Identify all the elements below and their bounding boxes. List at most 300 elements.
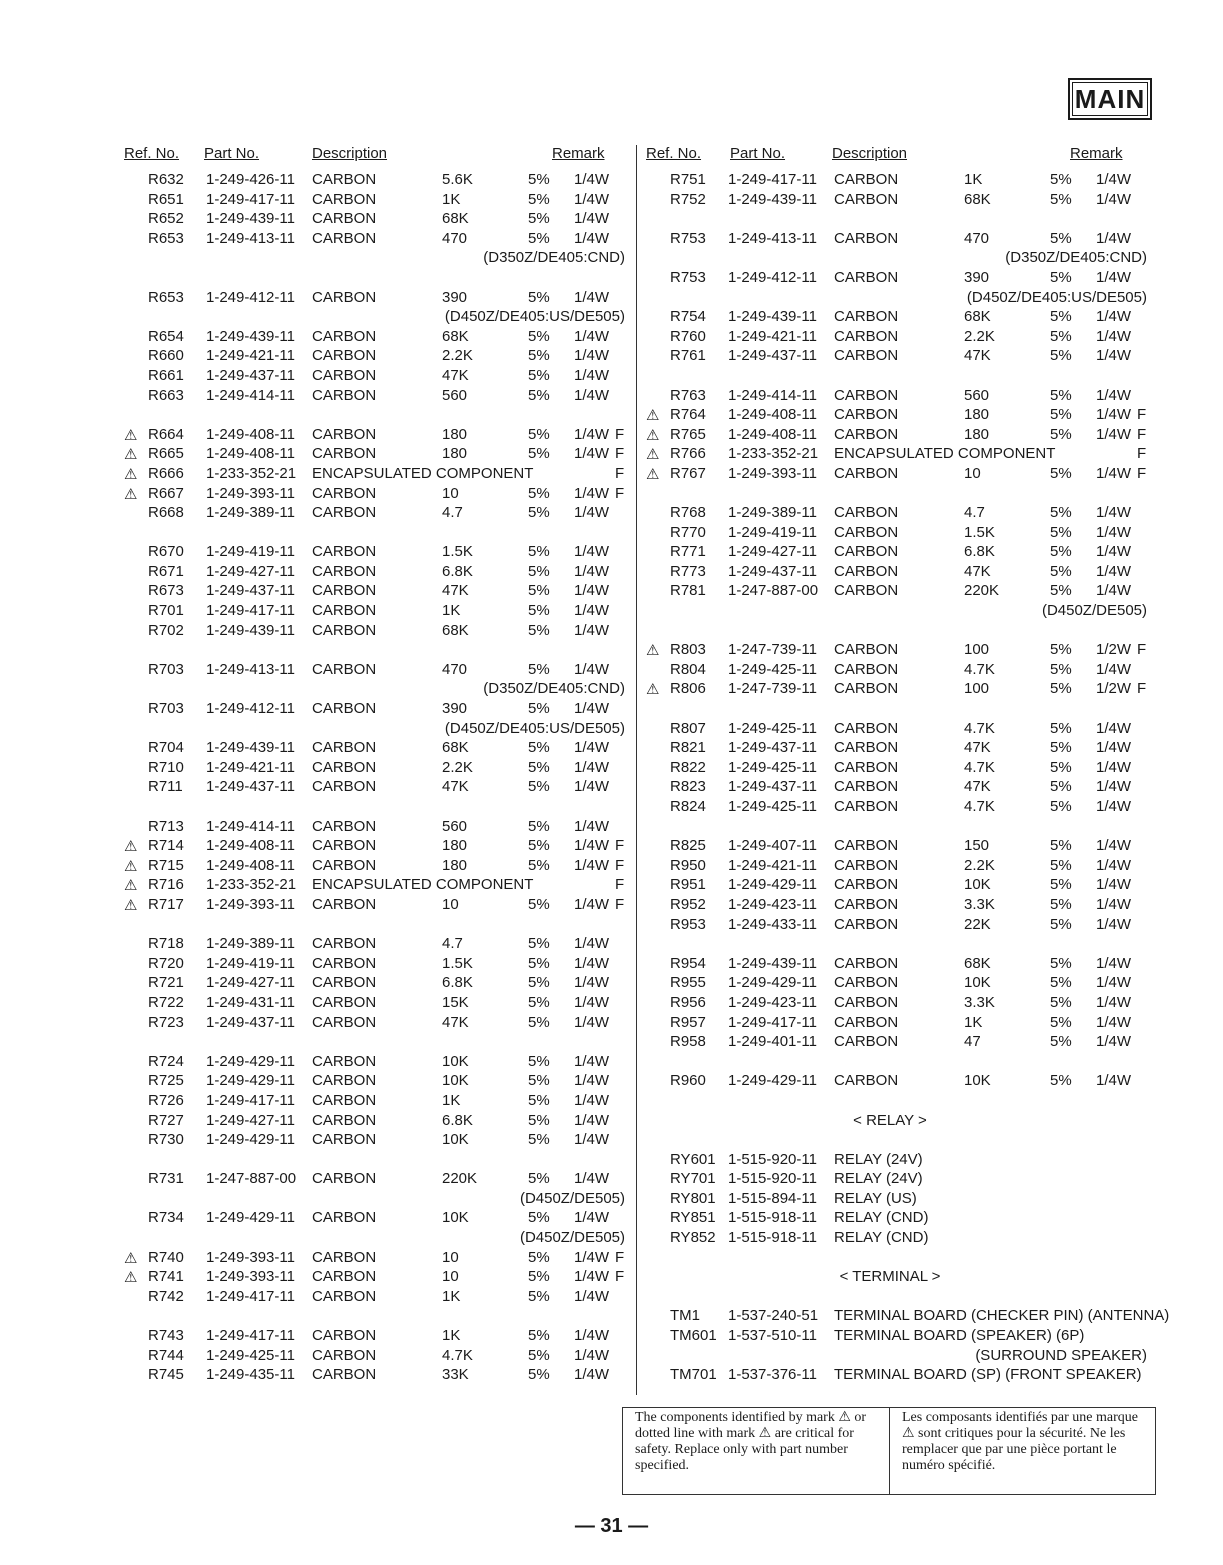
part-no: 1-249-427-11 xyxy=(728,543,817,561)
tolerance: 5% xyxy=(528,1248,550,1266)
tolerance: 5% xyxy=(528,171,550,188)
wattage: 1/4W xyxy=(574,621,610,639)
part-no: 1-233-352-21 xyxy=(206,876,297,894)
ref-no: R654 xyxy=(148,327,184,345)
ref-no: TM601 xyxy=(670,1327,717,1345)
remark-note-row xyxy=(640,249,1155,269)
ref-no: R734 xyxy=(148,1209,184,1227)
ref-no: R727 xyxy=(148,1111,184,1129)
wattage: 1/4W xyxy=(574,1287,610,1305)
wattage: 1/4W xyxy=(574,504,610,522)
part-no: 1-249-414-11 xyxy=(206,386,295,404)
ref-no: R823 xyxy=(670,778,706,796)
value: 2.2K xyxy=(964,856,995,874)
tolerance: 5% xyxy=(528,327,550,345)
part-no: 1-249-419-11 xyxy=(206,954,295,972)
ref-no: R714 xyxy=(148,837,184,855)
value: 47K xyxy=(964,778,991,796)
wattage: 1/4W xyxy=(574,1072,610,1090)
remark-note: (D450Z/DE405:US/DE505) xyxy=(444,719,625,737)
part-no: 1-249-413-11 xyxy=(206,229,295,247)
wattage: 1/4W xyxy=(574,543,610,561)
part-no: 1-249-439-11 xyxy=(206,739,295,757)
wattage: 1/4W xyxy=(574,954,610,972)
tolerance: 5% xyxy=(1050,1013,1072,1031)
table-row xyxy=(640,465,1155,485)
description: CARBON xyxy=(312,1209,377,1227)
wattage: 1/4W xyxy=(1096,895,1132,913)
description: CARBON xyxy=(312,895,377,913)
wattage: 1/4W xyxy=(574,327,610,345)
tolerance: 5% xyxy=(1050,425,1072,443)
tolerance: 5% xyxy=(1050,386,1072,404)
ref-no: R960 xyxy=(670,1072,706,1090)
part-no: 1-247-739-11 xyxy=(728,680,817,698)
tolerance: 5% xyxy=(528,1346,550,1364)
description: CARBON xyxy=(834,798,899,815)
table-row xyxy=(118,210,633,230)
tolerance: 5% xyxy=(528,1111,550,1129)
description: CARBON xyxy=(312,1366,377,1384)
description: CARBON xyxy=(834,915,899,933)
spacer-row xyxy=(640,700,1155,720)
part-no: 1-249-421-11 xyxy=(728,856,817,874)
part-no: 1-249-439-11 xyxy=(728,308,817,326)
table-row xyxy=(640,759,1155,779)
description: CARBON xyxy=(312,993,377,1011)
description: CARBON xyxy=(312,1268,377,1286)
spacer-row xyxy=(118,1033,633,1053)
value: 180 xyxy=(964,406,990,424)
tolerance: 5% xyxy=(528,190,550,208)
part-no: 1-537-240-51 xyxy=(728,1307,819,1325)
ref-no: R670 xyxy=(148,543,184,561)
description: CARBON xyxy=(312,935,377,953)
description: CARBON xyxy=(312,739,377,757)
ref-no: R710 xyxy=(148,758,184,776)
part-no: 1-249-389-11 xyxy=(206,504,295,522)
value: 560 xyxy=(442,386,468,404)
tolerance: 5% xyxy=(528,210,550,228)
value: 180 xyxy=(442,856,468,874)
description: CARBON xyxy=(312,1346,377,1364)
ref-no: R761 xyxy=(670,347,706,365)
spacer-row xyxy=(640,210,1155,230)
value: 4.7K xyxy=(964,719,995,737)
table-row xyxy=(118,445,633,465)
spacer-row xyxy=(640,622,1155,642)
ref-no: R668 xyxy=(148,504,184,522)
table-row xyxy=(640,896,1155,916)
table-row xyxy=(118,1209,633,1229)
table-row xyxy=(640,543,1155,563)
wattage: 1/4W xyxy=(574,817,610,835)
ref-no: R754 xyxy=(670,308,706,326)
description: CARBON xyxy=(834,386,899,404)
part-no: 1-249-413-11 xyxy=(728,229,817,247)
tolerance: 5% xyxy=(528,1327,550,1345)
part-no: 1-249-425-11 xyxy=(728,798,817,815)
ref-no: R768 xyxy=(670,504,706,522)
ref-no: R725 xyxy=(148,1072,184,1090)
tolerance: 5% xyxy=(1050,1072,1072,1090)
part-no: 1-249-439-11 xyxy=(206,210,295,228)
value: 4.7K xyxy=(964,660,995,678)
ref-no: R824 xyxy=(670,798,706,815)
value: 22K xyxy=(964,915,991,933)
fuse-flag: F xyxy=(615,484,625,502)
value: 560 xyxy=(442,817,468,835)
part-no: 1-249-439-11 xyxy=(728,190,817,208)
tolerance: 5% xyxy=(528,543,550,561)
tolerance: 5% xyxy=(1050,347,1072,365)
table-row xyxy=(640,406,1155,426)
spacer-row xyxy=(118,524,633,544)
part-no: 1-249-429-11 xyxy=(206,1209,295,1227)
wattage: 1/4W xyxy=(574,856,610,874)
value: 390 xyxy=(442,700,468,718)
safety-mark-icon: ⚠ xyxy=(124,877,138,895)
table-row xyxy=(118,171,633,191)
description: ENCAPSULATED COMPONENT xyxy=(834,445,1056,463)
wattage: 1/4W xyxy=(1096,327,1132,345)
table-row xyxy=(118,543,633,563)
wattage: 1/4W xyxy=(574,562,610,580)
table-row xyxy=(640,1151,1155,1171)
wattage: 1/2W xyxy=(1096,680,1132,698)
wattage: 1/4W xyxy=(1096,171,1132,188)
table-row xyxy=(640,230,1155,250)
part-no: 1-249-437-11 xyxy=(728,347,817,365)
table-row xyxy=(640,504,1155,524)
tolerance: 5% xyxy=(528,700,550,718)
part-no: 1-249-429-11 xyxy=(728,974,817,992)
part-no: 1-249-429-11 xyxy=(728,876,817,894)
value: 560 xyxy=(964,386,990,404)
table-row xyxy=(640,1327,1155,1347)
wattage: 1/4W xyxy=(574,837,610,855)
wattage: 1/4W xyxy=(1096,837,1132,855)
part-no: 1-249-425-11 xyxy=(728,719,817,737)
fuse-flag: F xyxy=(615,1248,625,1266)
table-row xyxy=(640,347,1155,367)
value: 68K xyxy=(442,739,469,757)
wattage: 1/4W xyxy=(1096,1072,1132,1090)
value: 4.7K xyxy=(442,1346,473,1364)
part-no: 1-249-414-11 xyxy=(206,817,295,835)
table-row xyxy=(118,1072,633,1092)
table-row xyxy=(640,876,1155,896)
part-no: 1-249-421-11 xyxy=(206,758,295,776)
safety-mark-icon: ⚠ xyxy=(124,1249,138,1267)
spacer-row xyxy=(118,641,633,661)
value: 390 xyxy=(964,268,990,286)
part-no: 1-249-393-11 xyxy=(206,484,295,502)
wattage: 1/4W xyxy=(1096,739,1132,757)
table-row xyxy=(118,1249,633,1269)
table-row xyxy=(640,974,1155,994)
value: 10K xyxy=(442,1052,469,1070)
safety-mark-icon: ⚠ xyxy=(124,465,138,483)
tolerance: 5% xyxy=(1050,582,1072,600)
value: 6.8K xyxy=(442,974,473,992)
part-no: 1-233-352-21 xyxy=(728,445,819,463)
description: CARBON xyxy=(312,1111,377,1129)
table-row xyxy=(118,1170,633,1190)
header-ref-no: Ref. No. xyxy=(646,145,702,162)
remark-note: (D450Z/DE405:US/DE505) xyxy=(966,288,1147,306)
wattage: 1/4W xyxy=(1096,504,1132,522)
spacer-row xyxy=(640,1092,1155,1112)
table-row xyxy=(118,367,633,387)
fuse-flag: F xyxy=(615,837,625,855)
safety-mark-icon: ⚠ xyxy=(646,407,660,425)
value: 68K xyxy=(964,190,991,208)
header-ref-no: Ref. No. xyxy=(124,145,180,162)
description: RELAY (24V) xyxy=(834,1170,923,1188)
table-row xyxy=(640,661,1155,681)
value: 10K xyxy=(964,1072,991,1090)
description: CARBON xyxy=(312,1091,377,1109)
value: 6.8K xyxy=(964,543,995,561)
table-row xyxy=(118,974,633,994)
part-no: 1-249-427-11 xyxy=(206,974,295,992)
ref-no: R740 xyxy=(148,1248,184,1266)
table-row xyxy=(640,778,1155,798)
tolerance: 5% xyxy=(1050,837,1072,855)
left-table-header xyxy=(118,145,633,171)
wattage: 1/4W xyxy=(1096,778,1132,796)
table-row xyxy=(640,798,1155,818)
wattage: 1/4W xyxy=(574,1131,610,1149)
tolerance: 5% xyxy=(528,484,550,502)
description: CARBON xyxy=(834,719,899,737)
description: CARBON xyxy=(312,582,377,600)
remark-note-row xyxy=(118,1190,633,1210)
tolerance: 5% xyxy=(528,1052,550,1070)
fuse-flag: F xyxy=(615,464,625,482)
description: CARBON xyxy=(312,543,377,561)
fuse-flag: F xyxy=(615,876,625,894)
ref-no: R957 xyxy=(670,1013,706,1031)
description: CARBON xyxy=(312,856,377,874)
ref-no: R766 xyxy=(670,445,706,463)
ref-no: TM1 xyxy=(670,1307,700,1325)
value: 15K xyxy=(442,993,469,1011)
value: 470 xyxy=(442,229,468,247)
value: 68K xyxy=(442,327,469,345)
section-heading-row xyxy=(640,1268,1155,1288)
tolerance: 5% xyxy=(528,856,550,874)
value: 6.8K xyxy=(442,1111,473,1129)
description: CARBON xyxy=(312,700,377,718)
table-row xyxy=(118,289,633,309)
wattage: 1/4W xyxy=(574,974,610,992)
part-no: 1-515-920-11 xyxy=(728,1150,817,1168)
description: CARBON xyxy=(834,1033,899,1051)
description: CARBON xyxy=(312,1287,377,1305)
ref-no: RY601 xyxy=(670,1150,716,1168)
value: 100 xyxy=(964,641,990,659)
part-no: 1-249-419-11 xyxy=(206,543,295,561)
ref-no: R653 xyxy=(148,288,184,306)
description: CARBON xyxy=(834,347,899,365)
fuse-flag: F xyxy=(615,425,625,443)
table-row xyxy=(640,641,1155,661)
remark-note: (D350Z/DE405:CND) xyxy=(483,680,625,698)
description: CARBON xyxy=(312,210,377,228)
ref-no: R661 xyxy=(148,366,184,384)
value: 68K xyxy=(964,954,991,972)
spacer-row xyxy=(640,1288,1155,1308)
ref-no: RY851 xyxy=(670,1209,716,1227)
tolerance: 5% xyxy=(528,1209,550,1227)
value: 1K xyxy=(442,1091,461,1109)
wattage: 1/4W xyxy=(1096,464,1132,482)
description: CARBON xyxy=(312,602,377,620)
part-no: 1-249-437-11 xyxy=(206,582,295,600)
wattage: 1/4W xyxy=(574,1111,610,1129)
left-parts-column xyxy=(118,145,633,1386)
ref-no: R722 xyxy=(148,993,184,1011)
value: 1K xyxy=(442,1287,461,1305)
header-description: Description xyxy=(312,145,388,162)
description: CARBON xyxy=(834,308,899,326)
part-no: 1-249-435-11 xyxy=(206,1366,295,1384)
value: 220K xyxy=(964,582,1000,600)
description: CARBON xyxy=(312,1052,377,1070)
ref-no: R702 xyxy=(148,621,184,639)
table-row xyxy=(118,485,633,505)
wattage: 1/4W xyxy=(574,1013,610,1031)
part-no: 1-249-389-11 xyxy=(728,504,817,522)
wattage: 1/4W xyxy=(1096,543,1132,561)
value: 100 xyxy=(964,680,990,698)
wattage: 1/4W xyxy=(574,210,610,228)
right-parts-column xyxy=(640,145,1170,1386)
value: 2.2K xyxy=(442,347,473,365)
part-no: 1-249-407-11 xyxy=(728,837,817,855)
wattage: 1/4W xyxy=(1096,523,1132,541)
safety-mark-icon: ⚠ xyxy=(124,1269,138,1287)
remark-note-row xyxy=(118,249,633,269)
wattage: 1/4W xyxy=(574,288,610,306)
description: CARBON xyxy=(834,582,899,600)
ref-no: R767 xyxy=(670,464,706,482)
ref-no: R730 xyxy=(148,1131,184,1149)
table-row xyxy=(640,1366,1155,1386)
table-row xyxy=(118,700,633,720)
tolerance: 5% xyxy=(528,582,550,600)
value: 180 xyxy=(442,425,468,443)
wattage: 1/4W xyxy=(574,1327,610,1345)
wattage: 1/4W xyxy=(574,386,610,404)
spacer-row xyxy=(118,1151,633,1171)
ref-no: R954 xyxy=(670,954,706,972)
remark-note: (D350Z/DE405:CND) xyxy=(1005,249,1147,267)
part-no: 1-249-433-11 xyxy=(728,915,817,933)
part-no: 1-249-393-11 xyxy=(206,1248,295,1266)
tolerance: 5% xyxy=(1050,798,1072,815)
wattage: 1/4W xyxy=(1096,386,1132,404)
tolerance: 5% xyxy=(1050,778,1072,796)
table-row xyxy=(118,739,633,759)
tolerance: 5% xyxy=(1050,562,1072,580)
value: 10 xyxy=(442,895,459,913)
table-row xyxy=(118,465,633,485)
ref-no: R955 xyxy=(670,974,706,992)
spacer-row xyxy=(640,367,1155,387)
description: CARBON xyxy=(834,543,899,561)
description: CARBON xyxy=(834,837,899,855)
ref-no: R764 xyxy=(670,406,706,424)
ref-no: R743 xyxy=(148,1327,184,1345)
ref-no: R958 xyxy=(670,1033,706,1051)
value: 470 xyxy=(964,229,990,247)
spacer-row xyxy=(118,1307,633,1327)
tolerance: 5% xyxy=(1050,1033,1072,1051)
section-heading: < RELAY > xyxy=(853,1111,927,1129)
ref-no: R741 xyxy=(148,1268,184,1286)
wattage: 1/4W xyxy=(1096,993,1132,1011)
part-no: 1-249-417-11 xyxy=(206,1327,295,1345)
table-row xyxy=(118,896,633,916)
table-row xyxy=(118,857,633,877)
part-no: 1-249-393-11 xyxy=(206,895,295,913)
description: CARBON xyxy=(834,1013,899,1031)
tolerance: 5% xyxy=(1050,758,1072,776)
description: CARBON xyxy=(834,974,899,992)
fuse-flag: F xyxy=(615,856,625,874)
table-row xyxy=(640,445,1155,465)
fuse-flag: F xyxy=(1137,641,1147,659)
table-row xyxy=(118,426,633,446)
table-row xyxy=(640,955,1155,975)
part-no: 1-249-429-11 xyxy=(206,1052,295,1070)
spacer-row xyxy=(640,1053,1155,1073)
remark-note: (D450Z/DE505) xyxy=(519,1229,625,1247)
ref-no: R751 xyxy=(670,171,706,188)
tolerance: 5% xyxy=(1050,876,1072,894)
description: CARBON xyxy=(312,366,377,384)
part-no: 1-249-437-11 xyxy=(206,366,295,384)
tolerance: 5% xyxy=(528,778,550,796)
table-row xyxy=(640,916,1155,936)
wattage: 1/4W xyxy=(574,1366,610,1384)
ref-no: R771 xyxy=(670,543,706,561)
ref-no: R731 xyxy=(148,1170,184,1188)
value: 4.7 xyxy=(442,935,463,953)
table-row xyxy=(640,308,1155,328)
header-part-no: Part No. xyxy=(730,145,786,162)
page-number: — 31 — xyxy=(574,1515,649,1537)
table-row xyxy=(118,778,633,798)
value: 47 xyxy=(964,1033,981,1051)
wattage: 1/4W xyxy=(1096,1033,1132,1051)
description: CARBON xyxy=(834,171,899,188)
ref-no: R807 xyxy=(670,719,706,737)
tolerance: 5% xyxy=(1050,190,1072,208)
table-row xyxy=(640,387,1155,407)
value: 2.2K xyxy=(964,327,995,345)
value: 10K xyxy=(964,876,991,894)
value: 47K xyxy=(964,562,991,580)
description: CARBON xyxy=(834,758,899,776)
tolerance: 5% xyxy=(1050,974,1072,992)
description: CARBON xyxy=(834,876,899,894)
value: 47K xyxy=(442,366,469,384)
part-no: 1-249-417-11 xyxy=(206,602,295,620)
